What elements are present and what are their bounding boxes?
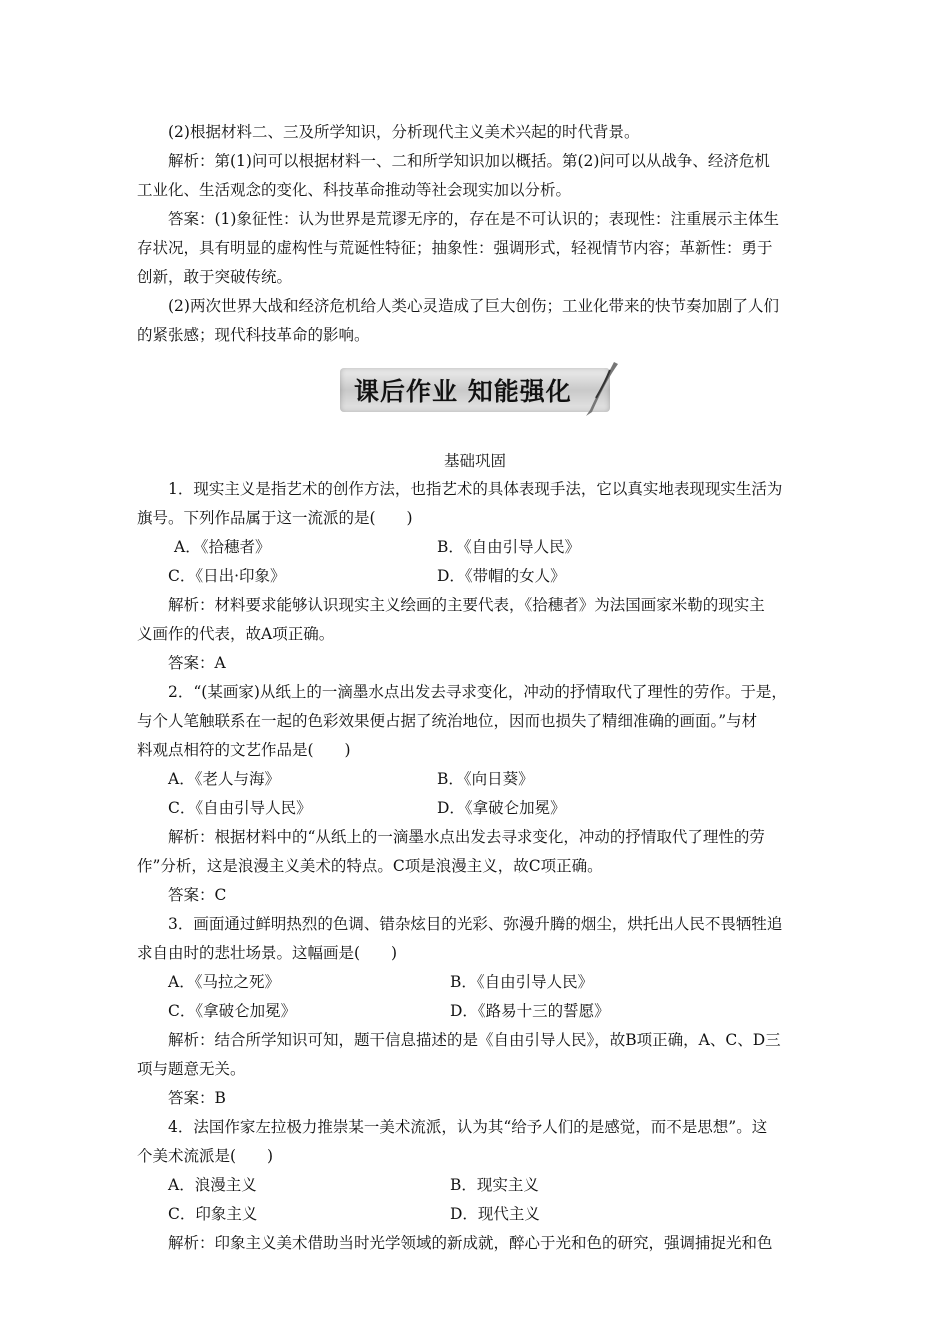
q3-analysis: 项与题意无关。	[137, 1060, 246, 1078]
q3-option-c: C．《拿破仑加冕》	[168, 1002, 297, 1020]
question-4-stem: 4．法国作家左拉极力推崇某一美术流派，认为其“给予人们的是感觉，而不是思想”。这	[168, 1118, 768, 1136]
prev-analysis-line: 工业化、生活观念的变化、科技革命推动等社会现实加以分析。	[137, 181, 572, 199]
q4-option-a: A．浪漫主义	[168, 1176, 257, 1194]
q1-option-c: C．《日出·印象》	[168, 567, 286, 585]
q2-answer: 答案：C	[168, 886, 227, 904]
q4-analysis: 解析：印象主义美术借助当时光学领域的新成就，醉心于光和色的研究，强调捕捉光和色	[168, 1234, 773, 1252]
q3-answer: 答案：B	[168, 1089, 226, 1107]
question-1-stem: 1．现实主义是指艺术的创作方法，也指艺术的具体表现手法，它以真实地表现现实生活为	[168, 480, 783, 498]
q3-analysis: 解析：结合所学知识可知，题干信息描述的是《自由引导人民》，故B项正确，A、C、D三	[168, 1031, 781, 1049]
q4-option-b: B．现实主义	[450, 1176, 539, 1194]
prev-answer2-line: (2)两次世界大战和经济危机给人类心灵造成了巨大创伤；工业化带来的快节奏加剧了人们	[168, 297, 779, 315]
q1-analysis: 解析：材料要求能够认识现实主义绘画的主要代表，《拾穗者》为法国画家米勒的现实主	[168, 596, 765, 614]
section-heading: 基础巩固	[443, 452, 506, 470]
prev-question-2: (2)根据材料二、三及所学知识，分析现代主义美术兴起的时代背景。	[168, 123, 640, 141]
q3-option-d: D．《路易十三的誓愿》	[450, 1002, 610, 1020]
brush-icon	[580, 360, 620, 418]
q3-option-b: B．《自由引导人民》	[450, 973, 594, 991]
question-3-stem: 3．画面通过鲜明热烈的色调、错杂炫目的光彩、弥漫升腾的烟尘，烘托出人民不畏牺牲追	[168, 915, 783, 933]
section-banner	[340, 360, 625, 418]
question-2-stem: 料观点相符的文艺作品是( )	[137, 741, 351, 759]
question-1-stem: 旗号。下列作品属于这一流派的是( )	[137, 509, 413, 527]
q2-option-a: A．《老人与海》	[168, 770, 280, 788]
q2-analysis: 作”分析，这是浪漫主义美术的特点。C项是浪漫主义，故C项正确。	[137, 857, 603, 875]
question-4-stem: 个美术流派是( )	[137, 1147, 274, 1165]
question-2-stem: 2．“(某画家)从纸上的一滴墨水点出发去寻求变化，冲动的抒情取代了理性的劳作。于是，	[168, 683, 787, 701]
q2-option-d: D．《拿破仑加冕》	[437, 799, 566, 817]
q2-option-b: B．《向日葵》	[437, 770, 534, 788]
q4-option-c: C．印象主义	[168, 1205, 258, 1223]
prev-analysis-line: 解析：第(1)问可以根据材料一、二和所学知识加以概括。第(2)问可以从战争、经济危机	[168, 152, 770, 170]
q1-answer: 答案：A	[168, 654, 226, 672]
q4-option-d: D．现代主义	[450, 1205, 540, 1223]
q2-option-c: C．《自由引导人民》	[168, 799, 312, 817]
prev-answer-line: 存状况，具有明显的虚构性与荒诞性特征；抽象性：强调形式，轻视情节内容；革新性：勇于	[137, 239, 773, 257]
q1-option-d: D．《带帽的女人》	[437, 567, 566, 585]
question-2-stem: 与个人笔触联系在一起的色彩效果便占据了统治地位，因而也损失了精细准确的画面。”与材	[137, 712, 758, 730]
prev-answer-line: 答案：(1)象征性：认为世界是荒谬无序的，存在是不可认识的；表现性：注重展示主体生	[168, 210, 779, 228]
q3-option-a: A．《马拉之死》	[168, 973, 280, 991]
question-3-stem: 求自由时的悲壮场景。这幅画是( )	[137, 944, 398, 962]
q2-analysis: 解析：根据材料中的“从纸上的一滴墨水点出发去寻求变化，冲动的抒情取代了理性的劳	[168, 828, 765, 846]
q1-option-b: B．《自由引导人民》	[437, 538, 581, 556]
q1-option-a: A．《拾穗者》	[174, 538, 271, 556]
q1-analysis: 义画作的代表，故A项正确。	[137, 625, 335, 643]
banner-title: 课后作业 知能强化	[354, 377, 572, 406]
prev-answer-line: 创新，敢于突破传统。	[137, 268, 293, 286]
prev-answer2-line: 的紧张感；现代科技革命的影响。	[137, 326, 370, 344]
